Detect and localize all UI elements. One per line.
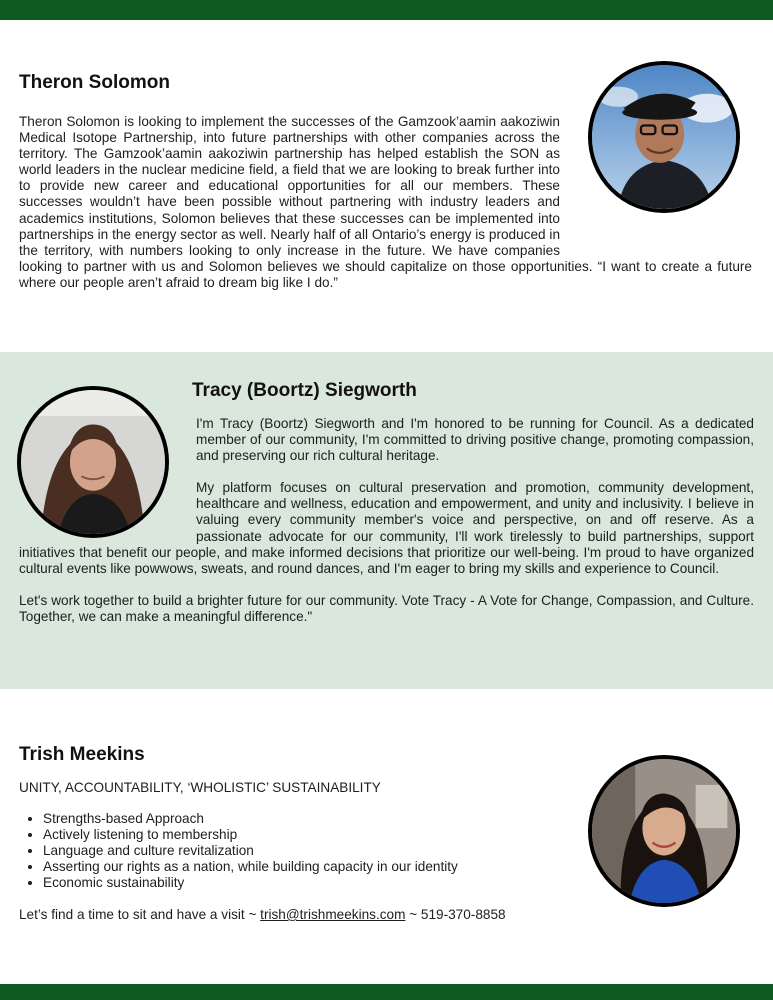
candidate-name: Trish Meekins bbox=[19, 744, 145, 765]
list-item: • Language and culture revitalization bbox=[43, 843, 458, 859]
list-item: • Asserting our rights as a nation, while building capacity in our identity bbox=[43, 859, 458, 875]
candidate-name: Tracy (Boortz) Siegworth bbox=[192, 380, 417, 401]
bottom-banner bbox=[0, 984, 773, 1000]
candidate-paragraph: My platform focuses on cultural preservation and promotion, community development, healthcare and wellness, education and empowerment, and unity and inclusivity. I believe in valuing every community member's voice and perspective, on and off reserve. As a passionate advocate for our community, I'll work tirelessly to build partnerships, support initiatives that benefit our people, and make informed decisions that prioritize our well-being. I'm proud to have organized cultural events like powwows, sweats, and round dances, and I'm eager to bring my skills and experience to Council. bbox=[19, 480, 754, 576]
campaign-tagline: UNITY, ACCOUNTABILITY, ‘WHOLISTIC’ SUSTAINABILITY bbox=[19, 780, 381, 795]
top-banner bbox=[0, 0, 773, 20]
candidate-name: Theron Solomon bbox=[19, 72, 170, 93]
candidate-theron-solomon bbox=[0, 20, 773, 352]
candidate-paragraph: Let's work together to build a brighter future for our community. Vote Tracy - A Vote for Change, Compassion, and Culture. Together, we can make a meaningful difference." bbox=[19, 592, 754, 624]
platform-list bbox=[19, 811, 458, 891]
contact-prefix: Let’s find a time to sit and have a visit ~ bbox=[19, 907, 261, 922]
contact-phone: ~ 519-370-8858 bbox=[405, 907, 506, 922]
portrait-trish-icon bbox=[588, 755, 740, 907]
candidate-trish-meekins bbox=[0, 689, 773, 984]
contact-line bbox=[19, 907, 506, 922]
list-item: • Economic sustainability bbox=[43, 875, 458, 891]
list-item: • Actively listening to membership bbox=[43, 827, 458, 843]
candidate-tracy-siegworth bbox=[0, 352, 773, 689]
candidate-paragraph: I'm Tracy (Boortz) Siegworth and I'm honored to be running for Council. As a dedicated member of our community, I'm committed to driving positive change, promoting compassion, and preserving our rich cultural heritage. bbox=[196, 416, 754, 464]
candidate-bio: Theron Solomon is looking to implement the successes of the Gamzook’aamin aakoziwin Medical Isotope Partnership, into future partnerships with other companies across the territory. The Gamzook’aamin aakoziwin partnership has helped establish the SON as world leaders in the nuclear medicine field, a field that we are looking to break further into to provide new career and educational opportunities for all our members. These successes wouldn’t have been possible without partnering with industry leaders and academics institutions, Solomon believes that these successes can be implemented into partnerships in the energy sector as well. Nearly half of all Ontario’s energy is produced in the territory, with numbers looking to only increase in the future. We have companies looking to partner with us and Solomon believes we should capitalize on those opportunities. “I want to create a future where our people aren’t afraid to dream big like I do.” bbox=[19, 114, 752, 290]
email-link[interactable]: trish@trishmeekins.com bbox=[260, 907, 406, 922]
list-item: • Strengths-based Approach bbox=[43, 811, 458, 827]
